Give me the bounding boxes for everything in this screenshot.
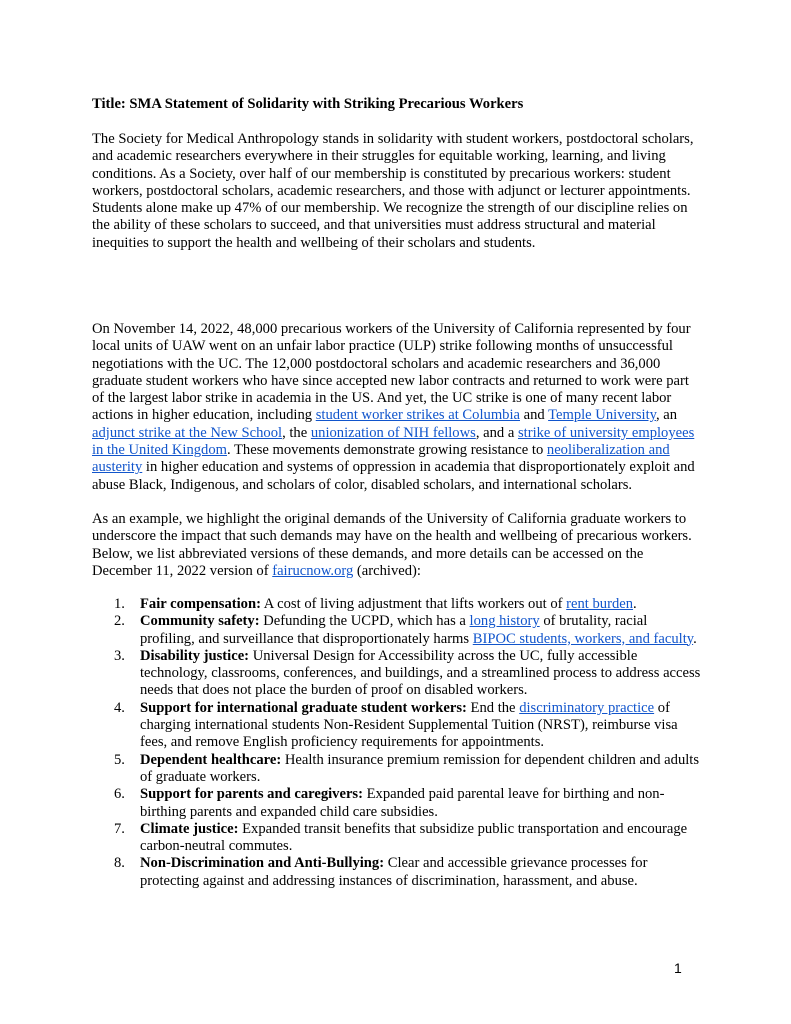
- link-discriminatory-practice[interactable]: discriminatory practice: [519, 699, 655, 716]
- link-neoliberalization[interactable]: neoliberalization and austerity: [92, 442, 670, 476]
- text-run: Expanded transit benefits that subsidize public transportation and encourage carbon-neutral commutes.: [140, 820, 688, 855]
- list-number: 1.: [114, 596, 125, 612]
- list-item: [92, 855, 704, 890]
- document-title: Title: SMA Statement of Solidarity with Striking Precarious Workers: [92, 96, 524, 112]
- text-run: and: [520, 407, 549, 424]
- page-number: 1: [674, 960, 682, 976]
- link-long-history[interactable]: long history: [469, 613, 540, 630]
- demand-label: Non-Discrimination and Anti-Bullying:: [140, 855, 385, 872]
- link-columbia-strikes[interactable]: student worker strikes at Columbia: [315, 407, 520, 424]
- list-item: [92, 821, 704, 856]
- list-number: 3.: [114, 647, 125, 664]
- demand-label: Community safety:: [140, 613, 260, 630]
- text-run: . These movements demonstrate growing resistance to: [226, 442, 547, 459]
- demand-label: Disability justice:: [140, 647, 250, 664]
- text-run: .: [633, 596, 637, 612]
- text-run: of brutality, racial profiling, and surveillance that disproportionately harms: [140, 613, 648, 647]
- text-run: , the: [282, 424, 311, 441]
- list-number: 7.: [114, 820, 125, 837]
- text-run: , an: [655, 407, 678, 424]
- text-run: in higher education and systems of oppression in academia that disproportionately exploit and abuse Black, Indigenous, and scholars of color, disabled scholars, and international scholars.: [92, 459, 695, 493]
- list-number: 4.: [114, 699, 125, 716]
- list-item: [92, 786, 704, 821]
- list-item: [92, 648, 704, 700]
- text-run: As an example, we highlight the original demands of the University of California graduate workers to underscore the impact that such demands may have on the health and wellbeing of precarious workers. Below, we list abbreviated versions of these demands, and more details can be accessed on the December 11, 2022 version of: [92, 511, 692, 579]
- list-number: 8.: [114, 855, 125, 872]
- text-run: of charging international students Non-Resident Supplemental Tuition (NRST), reimburse visa fees, and remove English proficiency requirements for appointments.: [140, 699, 678, 751]
- demand-label: Climate justice:: [140, 820, 239, 837]
- list-item: [92, 700, 704, 752]
- text-run: .: [693, 630, 697, 647]
- paragraph-uc-strike: [92, 321, 704, 494]
- demands-list: [92, 596, 704, 890]
- paragraph-solidarity: The Society for Medical Anthropology stands in solidarity with student workers, postdoctoral scholars, and academic researchers everywhere in their struggles for equitable working, learning, and living conditions. As a Society, over half of our membership is constituted by precarious workers: student workers, postdoctoral scholars, academic researchers, and those with adjunct or lecturer appointments. Students alone make up 47% of our membership. We recognize the strength of our discipline relies on the ability of these scholars to succeed, and that universities must address structural and material inequities to support the health and wellbeing of their scholars and students.: [92, 131, 694, 251]
- link-bipoc[interactable]: BIPOC students, workers, and faculty: [472, 630, 694, 647]
- text-run: Health insurance premium remission for dependent children and adults of graduate workers.: [140, 751, 700, 785]
- list-number: 2.: [114, 613, 125, 630]
- link-fairucnow[interactable]: fairucnow.org: [272, 562, 354, 579]
- demand-label: Fair compensation:: [140, 596, 261, 612]
- link-nih-fellows[interactable]: unionization of NIH fellows: [310, 424, 476, 441]
- text-run: On November 14, 2022, 48,000 precarious workers of the University of California represented by four local units of UAW went on an unfair labor practice (ULP) strike following months of unsuccessful negotiations with the UC. The 12,000 postdoctoral scholars and academic researchers and 36,000 graduate student workers who have since accepted new labor contracts and returned to work were part of the largest labor strike in academia in the US. And yet, the UC strike is one of many recent labor actions in higher education, including: [92, 321, 691, 424]
- demand-label: Support for international graduate student workers:: [140, 699, 467, 716]
- text-run: Defunding the UCPD, which has a: [259, 613, 470, 630]
- demand-label: Support for parents and caregivers:: [140, 786, 363, 803]
- list-item: [92, 613, 704, 648]
- text-run: A cost of living adjustment that lifts workers out of: [260, 596, 567, 612]
- text-run: , and a: [475, 424, 518, 441]
- text-run: (archived):: [353, 562, 421, 579]
- list-item: [92, 752, 704, 787]
- text-run: Clear and accessible grievance processes for protecting against and addressing instances of discrimination, harassment, and abuse.: [140, 855, 648, 889]
- paragraph-demands-intro: [92, 511, 704, 580]
- text-run: Universal Design for Accessibility across the UC, fully accessible technology, classrooms, conferences, and buildings, and a streamlined process to address access needs that does not place the burden of proof on disabled workers.: [140, 647, 701, 699]
- text-run: Expanded paid parental leave for birthing and non-birthing parents and expanded child care subsidies.: [140, 786, 665, 820]
- text-run: End the: [466, 699, 520, 716]
- link-temple-university[interactable]: Temple University: [548, 407, 656, 424]
- link-rent-burden[interactable]: rent burden: [566, 596, 634, 612]
- demand-label: Dependent healthcare:: [140, 751, 282, 768]
- list-number: 6.: [114, 786, 125, 803]
- link-uk-strike[interactable]: strike of university employees in the United Kingdom: [92, 424, 695, 459]
- list-item: [92, 596, 704, 613]
- list-number: 5.: [114, 751, 125, 768]
- link-new-school-strike[interactable]: adjunct strike at the New School: [92, 424, 283, 441]
